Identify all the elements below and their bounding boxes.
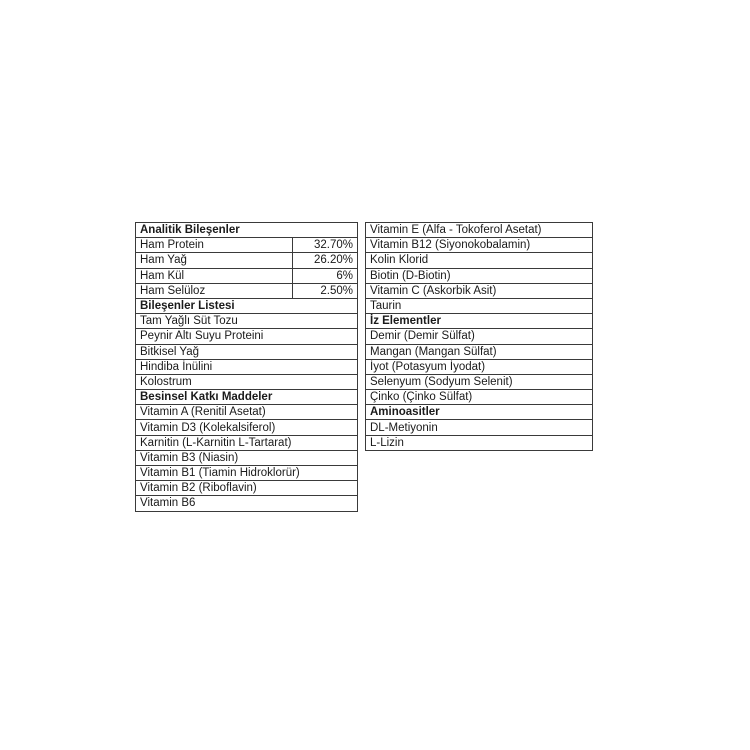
table-row [136, 359, 358, 374]
trace-element-item: Selenyum (Sodyum Selenit) [366, 374, 593, 389]
trace-elements-heading: İz Elementler [366, 314, 593, 329]
additive-item: Vitamin B2 (Riboflavin) [136, 481, 358, 496]
vitamin-item: Taurin [366, 298, 593, 313]
table-row [366, 405, 593, 420]
amino-acids-heading: Aminoasitler [366, 405, 593, 420]
analytic-name: Ham Selüloz [136, 283, 293, 298]
vitamin-item: Vitamin C (Askorbik Asit) [366, 283, 593, 298]
analytic-value: 6% [293, 268, 358, 283]
table-row [136, 329, 358, 344]
table-row [136, 374, 358, 389]
table-row [136, 466, 358, 481]
table-row [136, 238, 358, 253]
composition-table-right [365, 222, 593, 451]
trace-element-item: Demir (Demir Sülfat) [366, 329, 593, 344]
table-row [366, 329, 593, 344]
table-row [366, 314, 593, 329]
table-row [136, 223, 358, 238]
ingredient-item: Peynir Altı Suyu Proteini [136, 329, 358, 344]
additive-item: Vitamin B1 (Tiamin Hidroklorür) [136, 466, 358, 481]
trace-element-item: Mangan (Mangan Sülfat) [366, 344, 593, 359]
additive-item: Vitamin D3 (Kolekalsiferol) [136, 420, 358, 435]
table-row [136, 420, 358, 435]
table-row [366, 283, 593, 298]
table-row [366, 374, 593, 389]
additive-item: Karnitin (L-Karnitin L-Tartarat) [136, 435, 358, 450]
analytic-heading: Analitik Bileşenler [136, 223, 358, 238]
additive-item: Vitamin A (Renitil Asetat) [136, 405, 358, 420]
table-row [366, 238, 593, 253]
table-row [136, 268, 358, 283]
table-row [366, 253, 593, 268]
analytic-name: Ham Protein [136, 238, 293, 253]
table-row [136, 298, 358, 313]
table-row [136, 435, 358, 450]
vitamin-item: Kolin Klorid [366, 253, 593, 268]
amino-acid-item: L-Lizin [366, 435, 593, 450]
additive-item: Vitamin B3 (Niasin) [136, 450, 358, 465]
table-row [136, 253, 358, 268]
table-row [136, 496, 358, 511]
table-row [136, 405, 358, 420]
analytic-value: 32.70% [293, 238, 358, 253]
table-row [366, 268, 593, 283]
table-row [136, 283, 358, 298]
ingredient-item: Hindiba İnülini [136, 359, 358, 374]
table-row [136, 344, 358, 359]
table-row [366, 223, 593, 238]
table-row [366, 435, 593, 450]
vitamin-item: Vitamin B12 (Siyonokobalamin) [366, 238, 593, 253]
additives-heading: Besinsel Katkı Maddeler [136, 390, 358, 405]
ingredients-heading: Bileşenler Listesi [136, 298, 358, 313]
analytic-value: 26.20% [293, 253, 358, 268]
ingredient-item: Tam Yağlı Süt Tozu [136, 314, 358, 329]
table-row [136, 314, 358, 329]
table-row [366, 298, 593, 313]
vitamin-item: Biotin (D-Biotin) [366, 268, 593, 283]
trace-element-item: İyot (Potasyum İyodat) [366, 359, 593, 374]
table-row [136, 390, 358, 405]
analytic-name: Ham Kül [136, 268, 293, 283]
ingredient-item: Kolostrum [136, 374, 358, 389]
table-row [366, 420, 593, 435]
table-row [366, 359, 593, 374]
table-row [366, 390, 593, 405]
additive-item: Vitamin B6 [136, 496, 358, 511]
table-row [366, 344, 593, 359]
composition-table-left [135, 222, 358, 512]
table-row [136, 450, 358, 465]
ingredient-item: Bitkisel Yağ [136, 344, 358, 359]
analytic-name: Ham Yağ [136, 253, 293, 268]
analytic-value: 2.50% [293, 283, 358, 298]
table-row [136, 481, 358, 496]
vitamin-item: Vitamin E (Alfa - Tokoferol Asetat) [366, 223, 593, 238]
trace-element-item: Çinko (Çinko Sülfat) [366, 390, 593, 405]
amino-acid-item: DL-Metiyonin [366, 420, 593, 435]
